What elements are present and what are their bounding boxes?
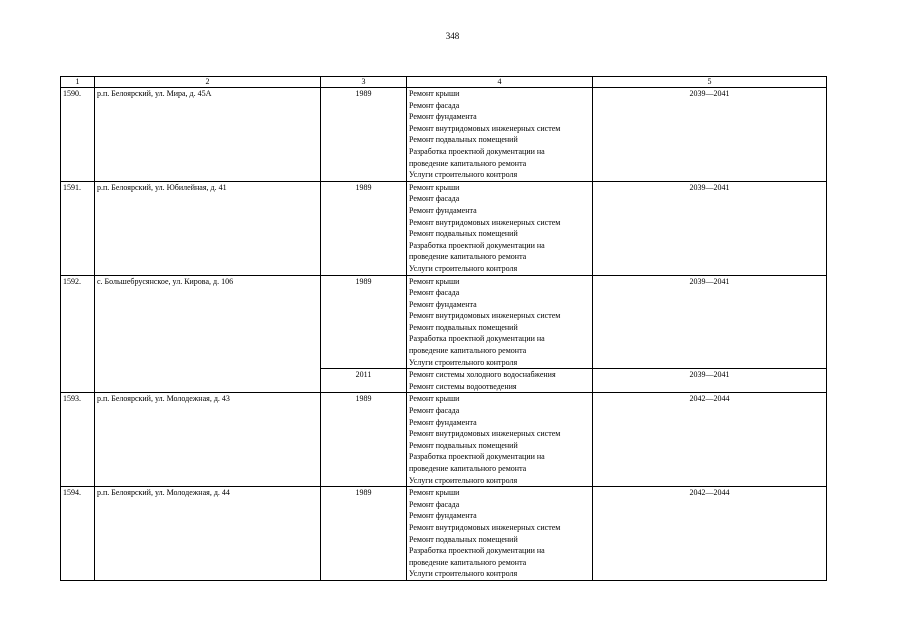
address-cell: с. Большебрусянское, ул. Кирова, д. 106	[95, 275, 321, 393]
work-item: Ремонт фасада	[409, 499, 460, 509]
column-header-4: 4	[407, 77, 593, 88]
table-row	[61, 487, 827, 581]
work-item: Ремонт фундамента	[409, 511, 477, 521]
year-cell: 1989	[321, 275, 407, 369]
row-number: 1594.	[61, 487, 95, 581]
works-cell	[407, 393, 593, 487]
work-item: Ремонт крыши	[409, 394, 460, 404]
work-item: проведение капитального ремонта	[409, 158, 527, 168]
work-item: проведение капитального ремонта	[409, 557, 527, 567]
row-number: 1592.	[61, 275, 95, 393]
table-body	[61, 77, 827, 581]
work-item: Ремонт фундамента	[409, 417, 477, 427]
work-item: Услуги строительного контроля	[409, 263, 518, 273]
work-item: Ремонт подвальных помещений	[409, 135, 518, 145]
work-item: Ремонт внутридомовых инженерных систем	[409, 429, 561, 439]
address-cell: р.п. Белоярский, ул. Молодежная, д. 43	[95, 393, 321, 487]
table-row	[61, 88, 827, 182]
work-item: Ремонт крыши	[409, 89, 460, 98]
table-row	[61, 393, 827, 487]
address-cell: р.п. Белоярский, ул. Мира, д. 45А	[95, 88, 321, 182]
work-item: Ремонт фасада	[409, 288, 460, 298]
table-row	[61, 275, 827, 369]
repair-schedule-table	[60, 76, 827, 581]
work-item: Ремонт фасада	[409, 100, 460, 110]
address-cell: р.п. Белоярский, ул. Молодежная, д. 44	[95, 487, 321, 581]
column-header-3: 3	[321, 77, 407, 88]
work-item: Ремонт крыши	[409, 182, 460, 192]
column-header-1: 1	[61, 77, 95, 88]
year-cell: 1989	[321, 487, 407, 581]
work-item: Ремонт фундамента	[409, 299, 477, 309]
work-item: проведение капитального ремонта	[409, 252, 527, 262]
row-number: 1590.	[61, 88, 95, 182]
work-item: Разработка проектной документации на	[409, 334, 545, 344]
work-item: Ремонт фундамента	[409, 112, 477, 122]
period-cell: 2039—2041	[593, 369, 827, 393]
work-item: Разработка проектной документации на	[409, 146, 545, 156]
work-item: Ремонт внутридомовых инженерных систем	[409, 311, 561, 321]
work-item: Услуги строительного контроля	[409, 475, 518, 485]
year-cell: 1989	[321, 393, 407, 487]
header-row	[61, 77, 827, 88]
address-cell: р.п. Белоярский, ул. Юбилейная, д. 41	[95, 181, 321, 275]
work-item: Ремонт внутридомовых инженерных систем	[409, 217, 561, 227]
work-item: Разработка проектной документации на	[409, 546, 545, 556]
year-cell: 1989	[321, 181, 407, 275]
work-item: Ремонт системы водоотведения	[409, 381, 517, 391]
work-item: Услуги строительного контроля	[409, 170, 518, 180]
work-item: Ремонт крыши	[409, 488, 460, 498]
period-cell: 2039—2041	[593, 88, 827, 182]
work-item: Услуги строительного контроля	[409, 569, 518, 579]
year-cell: 2011	[321, 369, 407, 393]
work-item: Разработка проектной документации на	[409, 452, 545, 462]
work-item: проведение капитального ремонта	[409, 464, 527, 473]
row-number: 1591.	[61, 181, 95, 275]
works-cell	[407, 487, 593, 581]
works-cell	[407, 275, 593, 369]
year-cell: 1989	[321, 88, 407, 182]
work-item: Ремонт подвальных помещений	[409, 322, 518, 332]
work-item: Разработка проектной документации на	[409, 240, 545, 250]
column-header-2: 2	[95, 77, 321, 88]
work-item: Ремонт подвальных помещений	[409, 229, 518, 239]
work-item: Ремонт системы холодного водоснабжения	[409, 370, 556, 380]
work-item: Ремонт внутридомовых инженерных систем	[409, 522, 561, 532]
works-cell	[407, 181, 593, 275]
works-cell	[407, 369, 593, 393]
works-cell	[407, 88, 593, 182]
period-cell: 2042—2044	[593, 487, 827, 581]
work-item: Ремонт фундамента	[409, 205, 477, 215]
work-item: Ремонт внутридомовых инженерных систем	[409, 123, 561, 133]
period-cell: 2042—2044	[593, 393, 827, 487]
period-cell: 2039—2041	[593, 275, 827, 369]
work-item: Ремонт подвальных помещений	[409, 440, 518, 450]
work-item: проведение капитального ремонта	[409, 346, 527, 356]
row-number: 1593.	[61, 393, 95, 487]
column-header-5: 5	[593, 77, 827, 88]
table-row	[61, 181, 827, 275]
work-item: Ремонт подвальных помещений	[409, 534, 518, 544]
page-number: 348	[445, 31, 460, 41]
work-item: Услуги строительного контроля	[409, 357, 518, 367]
work-item: Ремонт крыши	[409, 276, 460, 286]
period-cell: 2039—2041	[593, 181, 827, 275]
work-item: Ремонт фасада	[409, 406, 460, 416]
work-item: Ремонт фасада	[409, 194, 460, 204]
